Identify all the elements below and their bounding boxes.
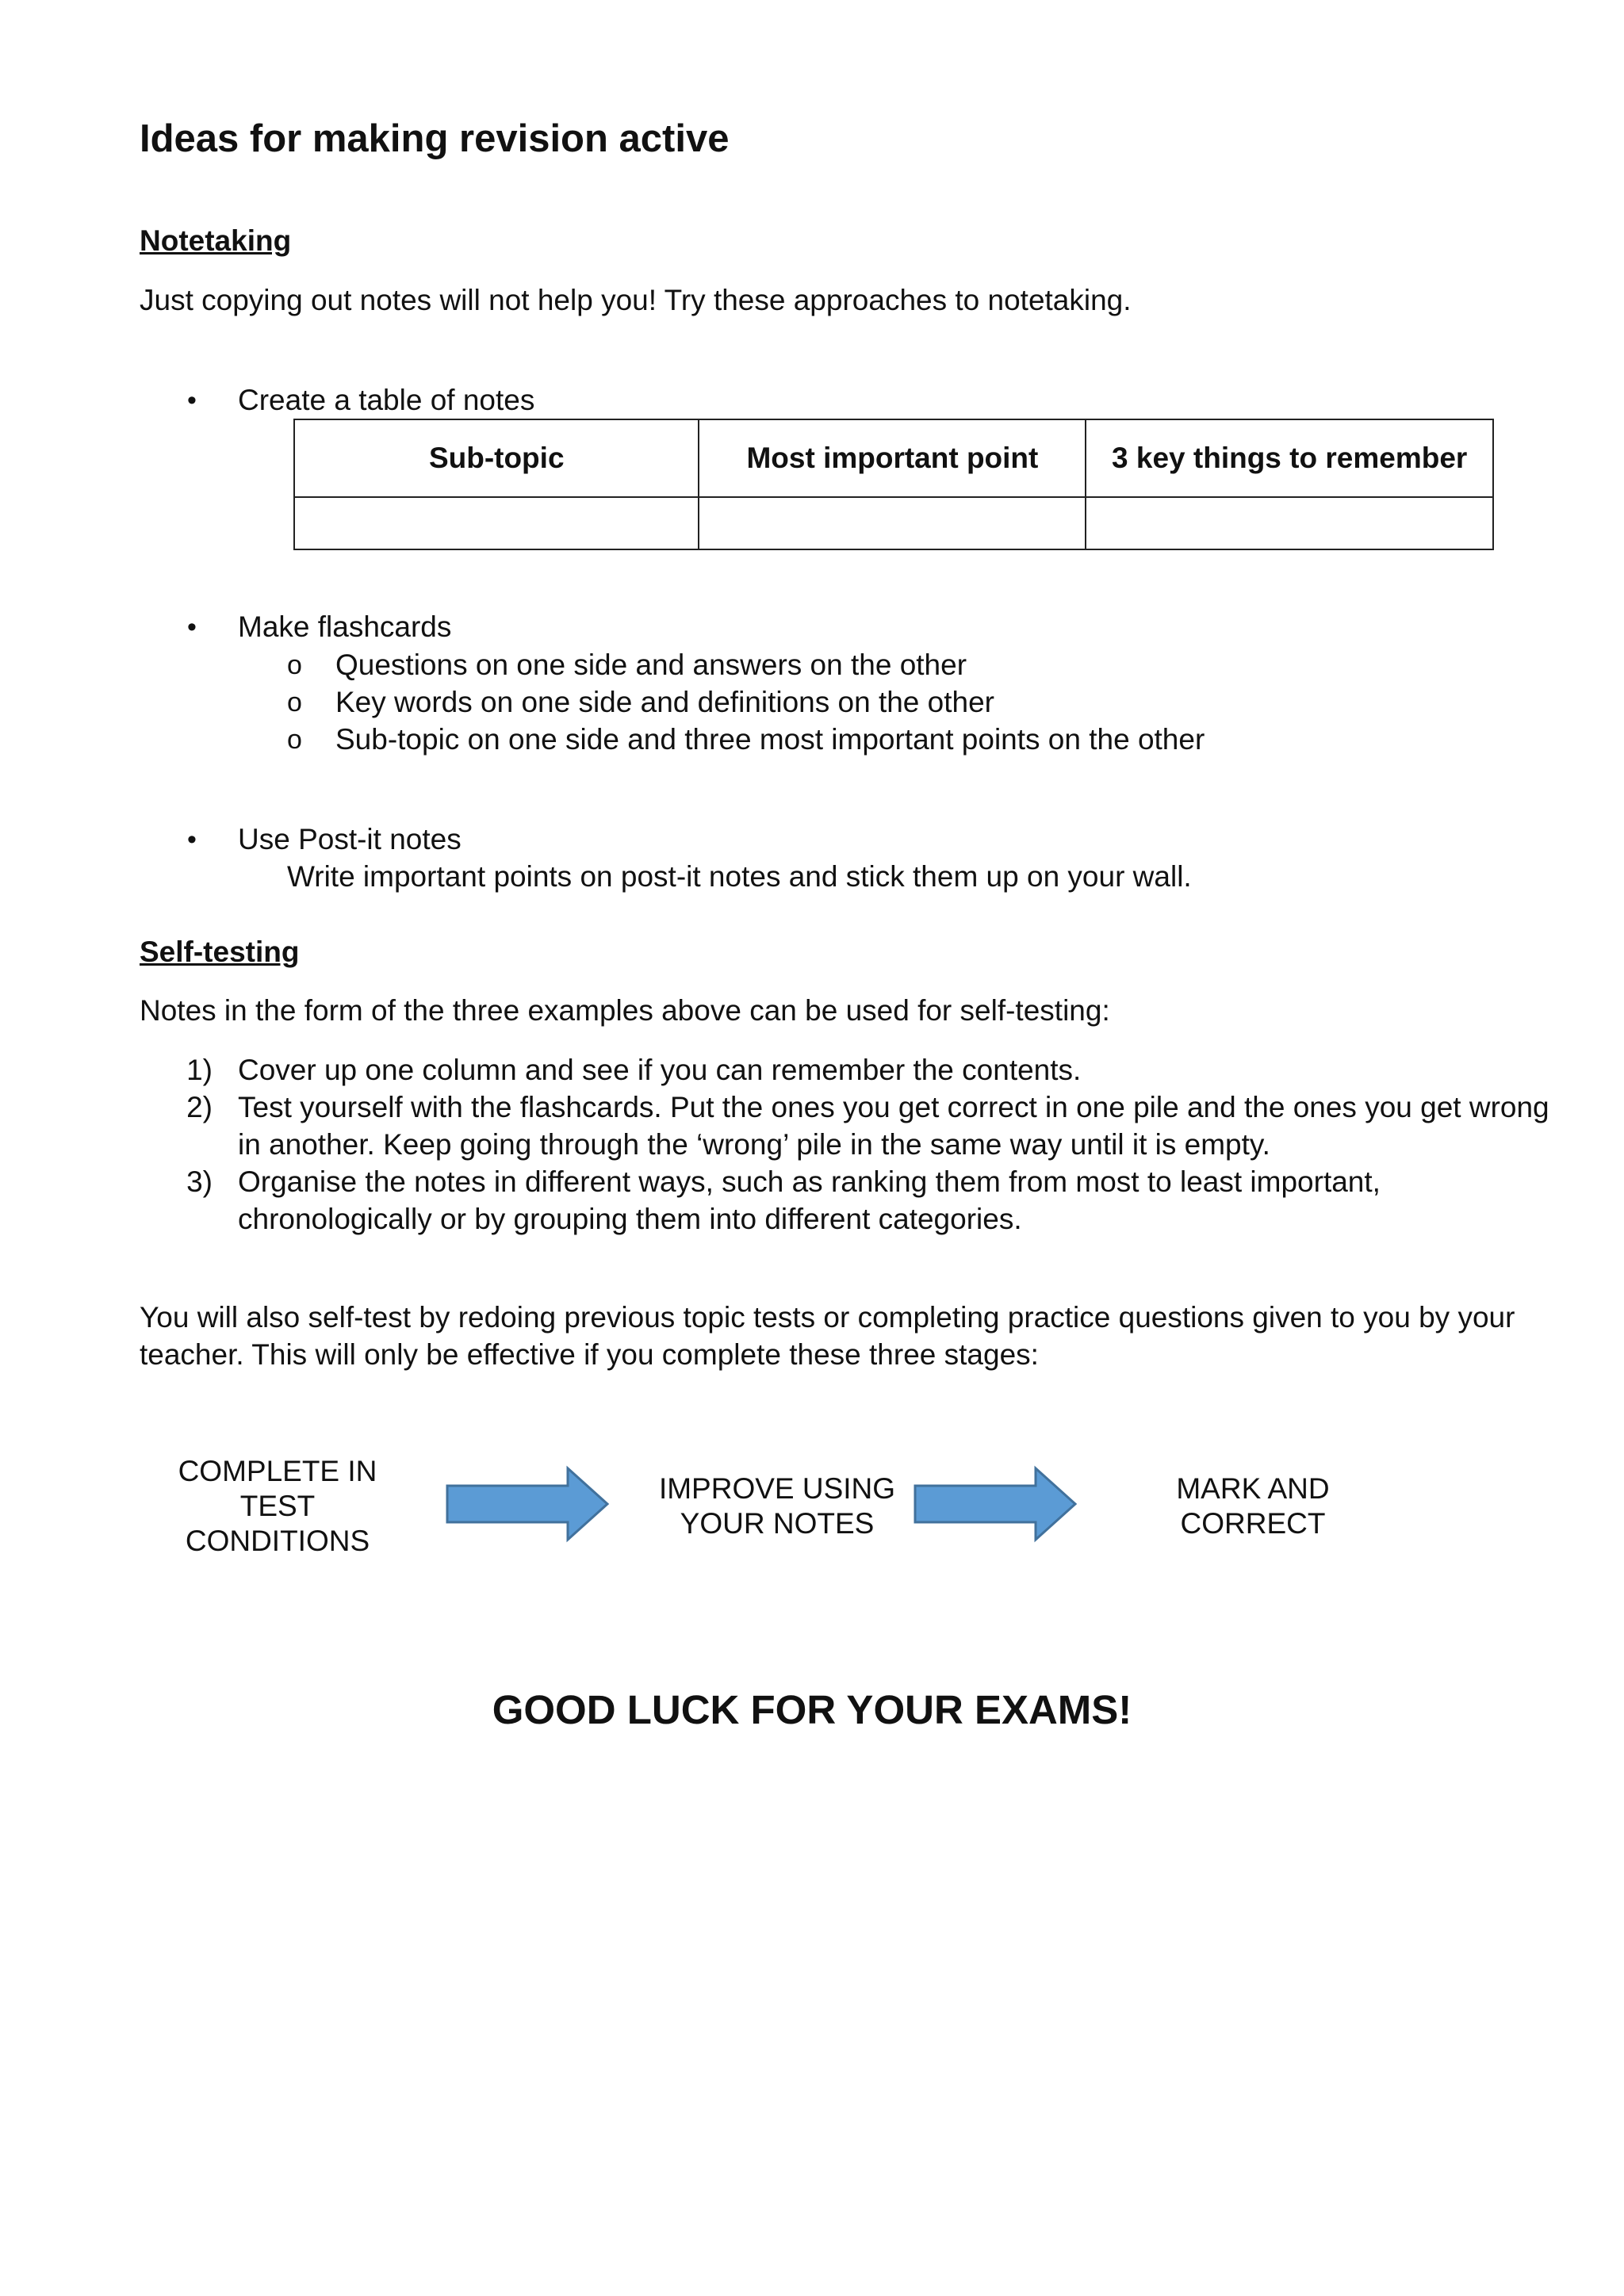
bullet-icon: • (187, 825, 197, 855)
bullet-postit-label: Use Post-it notes (238, 823, 462, 855)
list-number: 3) (186, 1165, 213, 1198)
stage-complete-in-test-conditions (135, 1454, 420, 1559)
table-row (294, 497, 1493, 549)
flashcard-item: Key words on one side and definitions on the other (335, 686, 995, 718)
notetaking-heading: Notetaking (140, 224, 292, 257)
stage-line: CONDITIONS (185, 1525, 370, 1557)
page-title: Ideas for making revision active (140, 117, 730, 160)
postit-detail: Write important points on post-it notes and stick them up on your wall. (287, 860, 1192, 893)
circle-bullet-icon: o (287, 725, 302, 755)
closing-message: GOOD LUCK FOR YOUR EXAMS! (492, 1687, 1132, 1732)
list-item-line: Test yourself with the flashcards. Put the ones you get correct in one pile and the ones you get wrong (238, 1091, 1549, 1123)
stage-line: IMPROVE USING (658, 1472, 896, 1505)
list-item-line: in another. Keep going through the ‘wrong’ pile in the same way until it is empty. (238, 1128, 1270, 1161)
circle-bullet-icon: o (287, 687, 302, 718)
notes-table (293, 419, 1494, 550)
list-number: 2) (186, 1091, 213, 1123)
circle-bullet-icon: o (287, 650, 302, 680)
selftesting-paragraph-line: You will also self-test by redoing previous topic tests or completing practice questions given to you by your (140, 1301, 1515, 1334)
list-item-line: Cover up one column and see if you can remember the contents. (238, 1054, 1082, 1086)
stage-line: TEST (239, 1490, 316, 1522)
table-cell (1086, 497, 1493, 549)
selftesting-paragraph-line: teacher. This will only be effective if you complete these three stages: (140, 1338, 1039, 1371)
bullet-flashcards-label: Make flashcards (238, 610, 452, 643)
flashcard-item: Sub-topic on one side and three most important points on the other (335, 723, 1205, 756)
notetaking-intro: Just copying out notes will not help you! Try these approaches to notetaking. (140, 284, 1132, 316)
table-header-row (294, 419, 1493, 497)
stage-line: CORRECT (1180, 1507, 1326, 1540)
stage-mark-and-correct (1110, 1471, 1396, 1541)
table-cell (699, 497, 1086, 549)
table-header-cell: 3 key things to remember (1086, 419, 1493, 497)
table-header-cell: Most important point (699, 419, 1086, 497)
bullet-icon: • (187, 612, 197, 642)
stage-improve-using-your-notes (634, 1471, 920, 1541)
list-item-line: chronologically or by grouping them into different categories. (238, 1203, 1022, 1235)
flashcard-item: Questions on one side and answers on the other (335, 649, 967, 681)
selftesting-heading: Self-testing (140, 936, 300, 968)
list-item-line: Organise the notes in different ways, such as ranking them from most to least important, (238, 1165, 1381, 1198)
table-header-cell: Sub-topic (294, 419, 699, 497)
stage-line: COMPLETE IN (178, 1455, 377, 1487)
selftesting-intro: Notes in the form of the three examples above can be used for self-testing: (140, 994, 1110, 1027)
bullet-table-label: Create a table of notes (238, 384, 535, 416)
bullet-icon: • (187, 385, 197, 415)
table-cell (294, 497, 699, 549)
stage-line: YOUR NOTES (680, 1507, 875, 1540)
stage-line: MARK AND (1176, 1472, 1330, 1505)
right-arrow-icon (444, 1465, 612, 1543)
list-number: 1) (186, 1054, 213, 1086)
right-arrow-icon (912, 1465, 1080, 1543)
